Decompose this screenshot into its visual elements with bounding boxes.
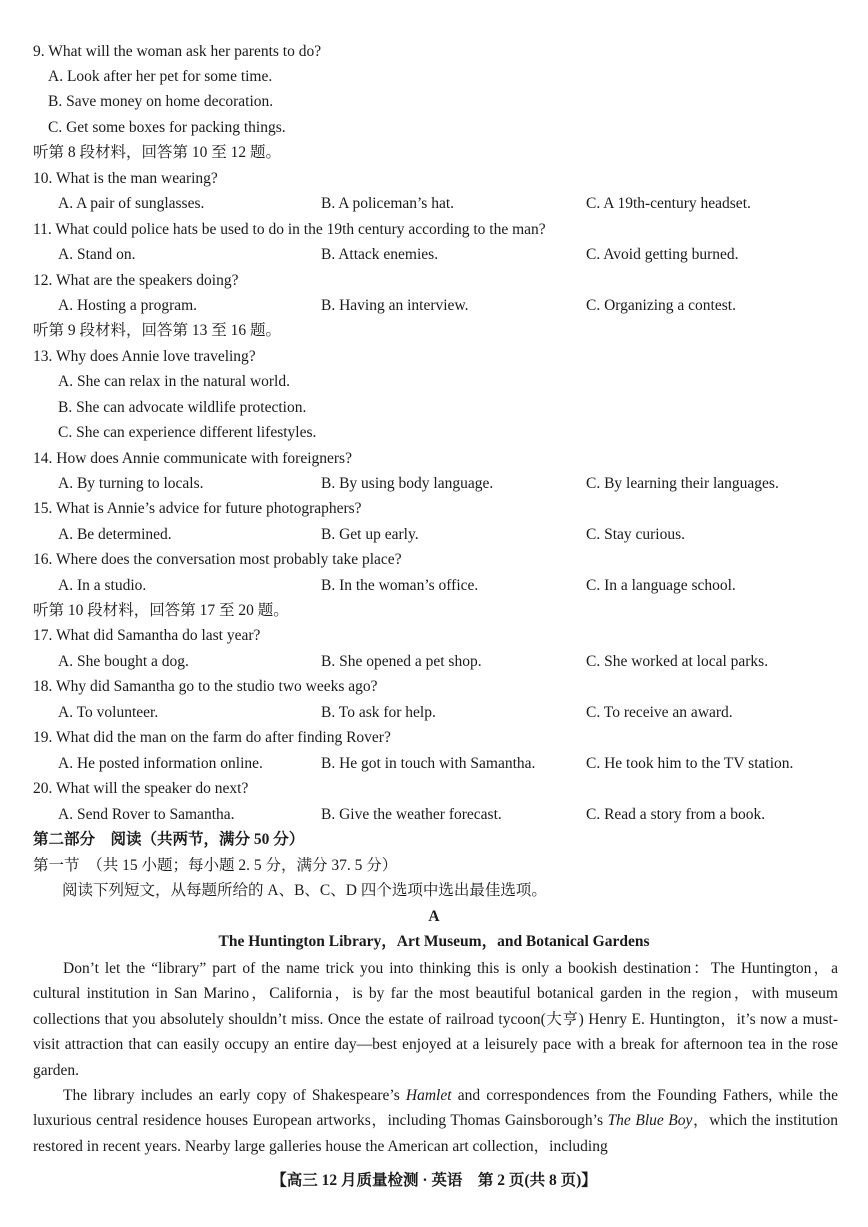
- option-18b: B. To ask for help.: [321, 704, 436, 721]
- option-14a: A. By turning to locals.: [58, 475, 204, 492]
- section-8-instruction: 听第 8 段材料，回答第 10 至 12 题。: [33, 144, 282, 161]
- option-15c: C. Stay curious.: [586, 526, 686, 543]
- question-13: 13. Why does Annie love traveling?: [33, 348, 256, 365]
- option-18c: C. To receive an award.: [586, 704, 733, 721]
- section-1-title: 第一节 （共 15 小题；每小题 2. 5 分，满分 37. 5 分）: [33, 857, 398, 874]
- reading-instruction: 阅读下列短文，从每题所给的 A、B、C、D 四个选项中选出最佳选项。: [62, 882, 547, 899]
- passage-letter: A: [428, 908, 440, 925]
- option-11a: A. Stand on.: [58, 246, 136, 263]
- option-10c: C. A 19th-century headset.: [586, 195, 751, 212]
- option-14b: B. By using body language.: [321, 475, 494, 492]
- passage-title: The Huntington Library，Art Museum，and Botanical Gardens: [218, 933, 650, 950]
- paragraph-2-text-1: The library includes an early copy of Shakespeare’s: [63, 1087, 406, 1104]
- question-12: 12. What are the speakers doing?: [33, 272, 239, 289]
- option-9c: C. Get some boxes for packing things.: [48, 119, 286, 136]
- question-18: 18. Why did Samantha go to the studio two weeks ago?: [33, 678, 378, 695]
- option-19c: C. He took him to the TV station.: [586, 755, 794, 772]
- option-17b: B. She opened a pet shop.: [321, 653, 482, 670]
- question-15: 15. What is Annie’s advice for future photographers?: [33, 500, 362, 517]
- option-17c: C. She worked at local parks.: [586, 653, 769, 670]
- option-20c: C. Read a story from a book.: [586, 806, 766, 823]
- option-11c: C. Avoid getting burned.: [586, 246, 739, 263]
- option-13a: A. She can relax in the natural world.: [58, 373, 290, 390]
- option-15b: B. Get up early.: [321, 526, 419, 543]
- option-10a: A. A pair of sunglasses.: [58, 195, 205, 212]
- option-20b: B. Give the weather forecast.: [321, 806, 502, 823]
- option-19b: B. He got in touch with Samantha.: [321, 755, 536, 772]
- option-16b: B. In the woman’s office.: [321, 577, 479, 594]
- option-14c: C. By learning their languages.: [586, 475, 779, 492]
- paragraph-2-text-2: and correspondences from the Founding Fathers, while the luxurious central residence houses European artworks，including Thomas Gainsborough’s: [33, 1087, 838, 1130]
- option-16c: C. In a language school.: [586, 577, 736, 594]
- option-15a: A. Be determined.: [58, 526, 172, 543]
- section-10-instruction: 听第 10 段材料，回答第 17 至 20 题。: [33, 602, 289, 619]
- question-20: 20. What will the speaker do next?: [33, 780, 249, 797]
- italic-title-hamlet: Hamlet: [405, 1087, 452, 1104]
- option-13b: B. She can advocate wildlife protection.: [58, 399, 307, 416]
- question-16: 16. Where does the conversation most probably take place?: [33, 551, 402, 568]
- question-10: 10. What is the man wearing?: [33, 170, 218, 187]
- option-17a: A. She bought a dog.: [58, 653, 189, 670]
- option-9a: A. Look after her pet for some time.: [48, 68, 273, 85]
- passage-paragraph-1: [33, 956, 838, 1083]
- option-12b: B. Having an interview.: [321, 297, 469, 314]
- option-13c: C. She can experience different lifestyles.: [58, 424, 317, 441]
- part-2-title: 第二部分 阅读（共两节，满分 50 分）: [33, 831, 305, 848]
- page-footer: 【高三 12 月质量检测 · 英语 第 2 页(共 8 页)】: [271, 1172, 597, 1189]
- question-14: 14. How does Annie communicate with foreigners?: [33, 450, 352, 467]
- option-12c: C. Organizing a contest.: [586, 297, 736, 314]
- question-19: 19. What did the man on the farm do after finding Rover?: [33, 729, 391, 746]
- question-9: 9. What will the woman ask her parents to do?: [33, 43, 322, 60]
- paragraph-1-text: Don’t let the “library” part of the name trick you into thinking this is only a bookish destination：The Huntington，a cultural institution in San Marino，California，is by far the most beautiful botanical garden in the region，with museum collections that you absolutely shouldn’t miss. Once the estate of railroad tycoon(大亨) Henry E. Huntington，it’s now a must-visit attraction that can easily occupy an entire day—best enjoyed at a leisurely pace with a break for afternoon tea in the rose garden.: [33, 960, 838, 1079]
- option-16a: A. In a studio.: [58, 577, 147, 594]
- option-11b: B. Attack enemies.: [321, 246, 439, 263]
- italic-title-blue-boy: The Blue Boy: [607, 1112, 693, 1130]
- question-17: 17. What did Samantha do last year?: [33, 627, 261, 644]
- option-10b: B. A policeman’s hat.: [321, 195, 455, 212]
- option-12a: A. Hosting a program.: [58, 297, 198, 314]
- paragraph-2-text-3: ，which the institution restored in recent years. Nearby large galleries house the American art collection，including: [33, 1112, 838, 1155]
- option-20a: A. Send Rover to Samantha.: [58, 806, 235, 823]
- section-9-instruction: 听第 9 段材料，回答第 13 至 16 题。: [33, 322, 282, 339]
- option-9b: B. Save money on home decoration.: [48, 93, 274, 110]
- option-18a: A. To volunteer.: [58, 704, 159, 721]
- question-11: 11. What could police hats be used to do in the 19th century according to the man?: [33, 221, 546, 238]
- option-19a: A. He posted information online.: [58, 755, 263, 772]
- passage-paragraph-2: [33, 1083, 838, 1159]
